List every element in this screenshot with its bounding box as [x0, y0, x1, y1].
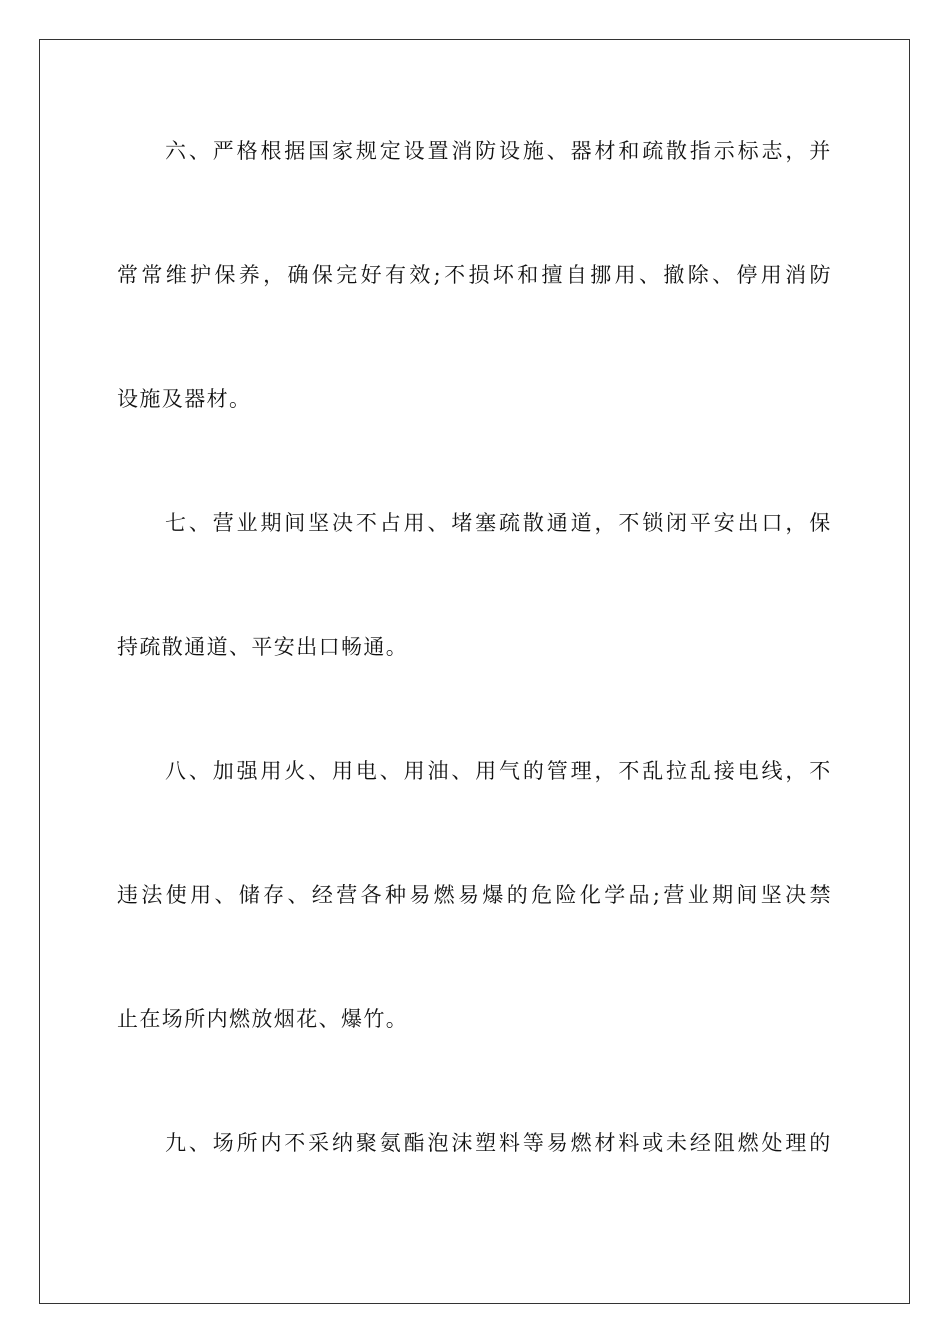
paragraph-6-line-2: 常 常 维 护 保 养 ， 确 保 完 好 有 效 ; 不 损 坏 和 擅 自 挪 用 、 撤 除 、 停 用 消 防 — [117, 263, 832, 287]
paragraph-9-line-1: 九 、 场 所 内 不 采 纳 聚 氨 酯 泡 沫 塑 料 等 易 燃 材 料 或 未 经 阻 燃 处 理 的 — [165, 1131, 832, 1155]
paragraph-6-line-3: 设施及器材。 — [117, 387, 252, 411]
paragraph-8-line-3: 止在场所内燃放烟花、爆竹。 — [117, 1007, 409, 1031]
paragraph-8-line-1: 八 、 加 强 用 火 、 用 电 、 用 油 、 用 气 的 管 理 ， 不 乱 拉 乱 接 电 线 ， 不 — [165, 759, 832, 783]
paragraph-7-line-1: 七 、 营 业 期 间 坚 决 不 占 用 、 堵 塞 疏 散 通 道 ， 不 锁 闭 平 安 出 口 ， 保 — [165, 511, 832, 535]
paragraph-6-line-1: 六 、 严 格 根 据 国 家 规 定 设 置 消 防 设 施 、 器 材 和 疏 散 指 示 标 志 ， 并 — [165, 139, 832, 163]
paragraph-7-line-2: 持疏散通道、平安出口畅通。 — [117, 635, 409, 659]
page-border — [39, 39, 910, 1304]
paragraph-8-line-2: 违 法 使 用 、 储 存 、 经 营 各 种 易 燃 易 爆 的 危 险 化 学 品 ; 营 业 期 间 坚 决 禁 — [117, 883, 832, 907]
